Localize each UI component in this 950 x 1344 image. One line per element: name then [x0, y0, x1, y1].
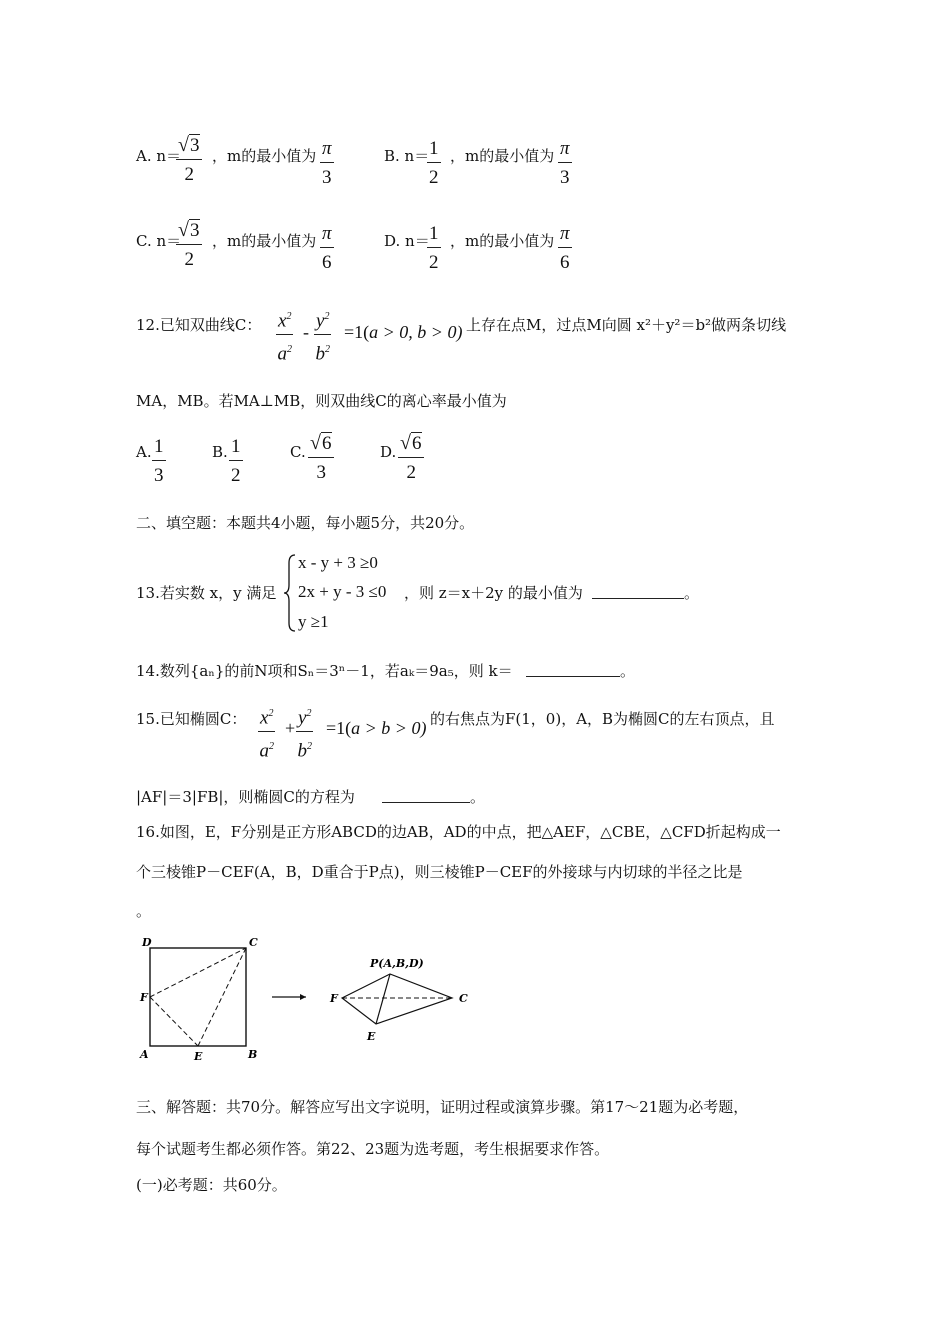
q11-d-mid: ，m的最小值为 — [450, 232, 555, 250]
q15-y-fraction: $\frac{y^2}{b^2}$ — [296, 703, 313, 764]
q12-prefix: 12.已知双曲线C： — [136, 316, 262, 334]
q14-end: 。 — [620, 662, 636, 680]
q15-prefix: 15.已知椭圆C： — [136, 710, 247, 728]
q12-x-fraction: $\frac{x^2}{a^2}$ — [276, 306, 293, 367]
section-3-line1: 三、解答题：共70分。解答应写出文字说明，证明过程或演算步骤。第17～21题为必考题， — [136, 1098, 749, 1116]
q15-answer-blank — [382, 788, 470, 803]
q13-answer-blank — [592, 584, 684, 599]
q15-line2: |AF|＝3|FB|，则椭圆C的方程为 — [136, 788, 355, 806]
q11-b-pi: $\frac{\pi}{3}$ — [560, 138, 570, 188]
fold-line-fc — [150, 948, 246, 997]
q15-x-fraction: $\frac{x^2}{a^2}$ — [258, 703, 275, 764]
q12-option-b-label: B. — [212, 443, 228, 461]
q16-line3: 。 — [136, 902, 152, 920]
q11-c-fraction: $\frac{√3}{2}$ — [176, 219, 202, 272]
label-f: F — [140, 991, 148, 1004]
q12-option-c-value: $\frac{√6}{3}$ — [308, 432, 334, 485]
q13-constraint-2: 2x + y - 3 ≤0 — [298, 582, 387, 601]
q12-y-fraction: $\frac{y^2}{b^2}$ — [314, 306, 331, 367]
fold-line-ec — [198, 948, 246, 1046]
label-pyramid-f: F — [330, 992, 338, 1005]
q11-c-label: C. n＝ — [136, 232, 182, 250]
q13-suffix: ，则 z＝x＋2y 的最小值为 — [404, 584, 583, 602]
section-3-line2: 每个试题考生都必须作答。第22、23题为选考题，考生根据要求作答。 — [136, 1140, 610, 1158]
fold-line-fe — [150, 997, 198, 1046]
q12-option-a-label: A. — [136, 443, 152, 461]
q16-line1: 16.如图，E，F分别是正方形ABCD的边AB，AD的中点，把△AEF，△CBE，△CFD折起构成一 — [136, 823, 781, 841]
q13-constraint-1: x - y + 3 ≥0 — [298, 553, 378, 572]
edge-pe — [376, 974, 390, 1024]
q12-line2: MA，MB。若MA⊥MB，则双曲线C的离心率最小值为 — [136, 392, 507, 410]
q12-option-c-label: C. — [290, 443, 306, 461]
q11-b-label: B. n＝ — [384, 147, 430, 165]
q11-d-label: D. n＝ — [384, 232, 430, 250]
label-a: A — [140, 1048, 149, 1061]
label-c: C — [249, 936, 258, 949]
q13-constraint-3: y ≥1 — [298, 612, 329, 631]
q12-minus: - — [303, 322, 309, 342]
label-d: D — [142, 936, 152, 949]
q11-c-pi: $\frac{\pi}{6}$ — [322, 223, 332, 273]
section-3-line3: (一)必考题：共60分。 — [136, 1176, 287, 1194]
label-e: E — [194, 1050, 203, 1063]
label-p: P(A,B,D) — [370, 957, 424, 970]
q11-a-mid: ，m的最小值为 — [212, 147, 317, 165]
q11-a-fraction: $\frac{√3}{2}$ — [176, 134, 202, 187]
q12-rhs: =1(a > 0, b > 0) — [344, 322, 463, 342]
pyramid-diagram — [329, 957, 468, 1043]
q16-line2: 个三棱锥P－CEF(A，B，D重合于P点)，则三棱锥P－CEF的外接球与内切球的半径之比是 — [136, 863, 743, 881]
q15-plus: + — [285, 718, 296, 738]
q15-end: 。 — [470, 788, 486, 806]
q11-b-mid: ，m的最小值为 — [450, 147, 555, 165]
q13-end: 。 — [684, 584, 700, 602]
q16-figure — [130, 930, 490, 1065]
square-diagram — [139, 936, 258, 1063]
q15-suffix: 的右焦点为F(1，0)，A，B为椭圆C的左右顶点，且 — [430, 710, 775, 728]
section-2-heading: 二、填空题：本题共4小题，每小题5分，共20分。 — [136, 514, 475, 532]
q11-d-fraction: $\frac{1}{2}$ — [429, 223, 439, 273]
q12-option-a-value: $\frac{1}{3}$ — [154, 436, 164, 486]
label-pyramid-c: C — [459, 992, 468, 1005]
q11-b-fraction: $\frac{1}{2}$ — [429, 138, 439, 188]
q11-a-label: A. n＝ — [136, 147, 182, 165]
label-b: B — [248, 1048, 258, 1061]
q12-option-b-value: $\frac{1}{2}$ — [231, 436, 241, 486]
q12-option-d-label: D. — [380, 443, 397, 461]
q12-option-d-value: $\frac{√6}{2}$ — [398, 432, 424, 485]
square-abcd — [150, 948, 246, 1046]
q14-text: 14.数列{aₙ}的前N项和Sₙ＝3ⁿ－1，若aₖ＝9a₅，则 k＝ — [136, 662, 513, 680]
q11-a-pi: $\frac{\pi}{3}$ — [322, 138, 332, 188]
pyramid-outline — [342, 974, 452, 1024]
q11-d-pi: $\frac{\pi}{6}$ — [560, 223, 570, 273]
label-pyramid-e: E — [367, 1030, 376, 1043]
q15-rhs: =1(a > b > 0) — [326, 718, 427, 738]
q13-brace — [283, 553, 297, 633]
q11-c-mid: ，m的最小值为 — [212, 232, 317, 250]
q12-suffix: 上存在点M，过点M向圆 x²＋y²＝b²做两条切线 — [466, 316, 787, 334]
q13-prefix: 13.若实数 x，y 满足 — [136, 584, 277, 602]
q14-answer-blank — [526, 662, 620, 677]
fold-arrow — [272, 994, 306, 1000]
